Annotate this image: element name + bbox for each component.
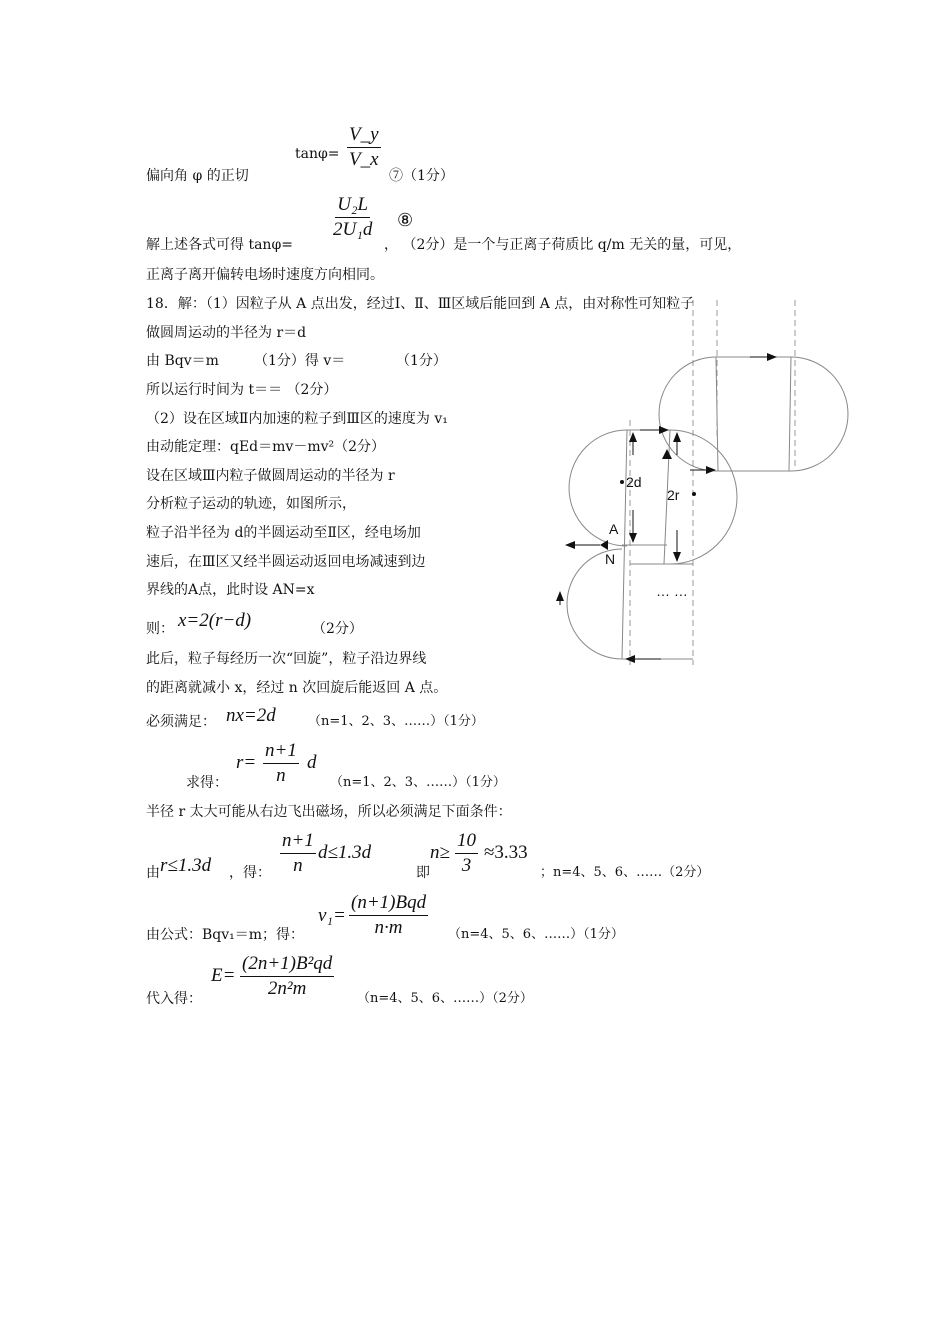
- e-lhs: E=: [211, 965, 236, 986]
- e-fraction: $\frac{\text{(2n+1)B²qd}}{\text{2n²m}}$: [242, 953, 333, 999]
- middle-semicircle: [670, 430, 737, 564]
- n-condition: ；n=4、5、6、……（2分）: [540, 865, 710, 880]
- nx-equation: nx=2d: [226, 705, 276, 726]
- x-equation: x=2(r−d): [178, 610, 252, 631]
- u-fraction: $\frac{\text{U₂L}}{\text{2U₁d}}$: [333, 194, 373, 240]
- r-fraction: $\frac{n+1}{n}$: [265, 740, 297, 786]
- r-lhs: r=: [236, 752, 257, 773]
- deflection-angle-text: 偏向角 φ 的正切: [146, 168, 249, 184]
- solve-text: 解上述各式可得 tanφ=: [146, 237, 293, 253]
- v1-fraction: (n+1)Bqd n·m: [351, 892, 427, 938]
- inequality-fraction: $\frac{n+1}{n}$: [282, 830, 314, 876]
- score-x: （2分）: [312, 621, 363, 637]
- bqv-text-end: （1分）: [396, 353, 447, 369]
- namely-label: 即: [416, 865, 430, 881]
- nx-condition: （n=1、2、3、……）（1分）: [308, 714, 484, 729]
- semicircle-text: 粒子沿半径为 d的半圆运动至Ⅱ区，经电场加: [146, 525, 421, 541]
- reduce-text: 的距离就减小 x，经过 n 次回旋后能返回 A 点。: [146, 680, 448, 696]
- tan-label: tanφ=: [295, 146, 340, 162]
- r-condition: （n=1、2、3、……）（1分）: [330, 775, 506, 790]
- radius-text: 做圆周运动的半径为 r＝d: [146, 325, 307, 341]
- label-A: A: [609, 521, 619, 537]
- then-label: 则：: [146, 621, 174, 637]
- from-label: 由: [146, 865, 160, 881]
- get-label: ，得：: [229, 865, 271, 881]
- tan-fraction: $\frac{V\_y}{V\_x}$: [349, 124, 379, 170]
- time-text: 所以运行时间为 t＝＝ （2分）: [146, 382, 338, 398]
- center-point-1: [620, 480, 624, 484]
- label-N: N: [605, 551, 616, 567]
- right-upper-semicircle: [791, 357, 848, 471]
- e-condition: （n=4、5、6、……）（2分）: [357, 991, 533, 1006]
- region3-radius-text: 设在区域Ⅲ内粒子做圆周运动的半径为 r: [146, 468, 395, 484]
- d-inequality: d≤1.3d: [318, 842, 372, 863]
- ten-thirds-fraction: $\frac{10}{3}$: [457, 830, 476, 876]
- v1-condition: （n=4、5、6、……）（1分）: [448, 927, 624, 942]
- label-2d: 2d: [626, 474, 642, 490]
- problem-18-intro: 18．解：（1）因粒子从 A 点出发，经过Ⅰ、Ⅱ、Ⅲ区域后能回到 A 点，由对称性可知粒子: [146, 296, 695, 312]
- revolve-text: 此后，粒子每经历一次“回旋”，粒子沿边界线: [146, 651, 427, 667]
- result-label: 求得：: [186, 775, 228, 791]
- bqv-text-mid: （1分）得 v＝: [254, 353, 346, 369]
- circled-8: ⑧: [397, 210, 414, 231]
- score-7: ⑦（1分）: [389, 168, 454, 184]
- energy-theorem-text: 由动能定理：qEd＝mv－mv²（2分）: [146, 439, 386, 455]
- n-geq: n≥: [430, 842, 450, 863]
- direction-text: 正离子离开偏转电场时速度方向相同。: [146, 267, 384, 283]
- part2-text: （2）设在区域Ⅱ内加速的粒子到Ⅲ区的速度为 v₁: [146, 411, 448, 427]
- r-rhs: d: [307, 752, 317, 773]
- must-satisfy-label: 必须满足：: [146, 714, 216, 730]
- axis-right: [789, 357, 791, 471]
- center-point-2: [692, 492, 696, 496]
- radius-limit-text: 半径 r 太大可能从右边飞出磁场，所以必须满足下面条件：: [146, 804, 512, 820]
- solve-text-cont: ， （2分）是一个与正离子荷质比 q/m 无关的量，可见，: [384, 237, 742, 253]
- label-2r: 2r: [667, 487, 680, 503]
- approx-value: ≈3.33: [484, 842, 528, 863]
- formula-label: 由公式：Bqv₁＝m；得：: [146, 927, 305, 943]
- trajectory-text: 分析粒子运动的轨迹，如图所示，: [146, 496, 356, 512]
- v1-lhs: v₁=: [318, 905, 346, 926]
- label-dots: … …: [656, 583, 688, 599]
- bqv-text: 由 Bqv＝m: [146, 353, 219, 369]
- arrow-up-head: [662, 449, 672, 459]
- boundary-text: 界线的A点，此时设 AN=x: [146, 582, 315, 598]
- substitute-label: 代入得：: [146, 991, 202, 1007]
- r-inequality: r≤1.3d: [160, 855, 212, 876]
- accelerate-text: 速后，在Ⅲ区又经半圆运动返回电场减速到边: [146, 554, 426, 570]
